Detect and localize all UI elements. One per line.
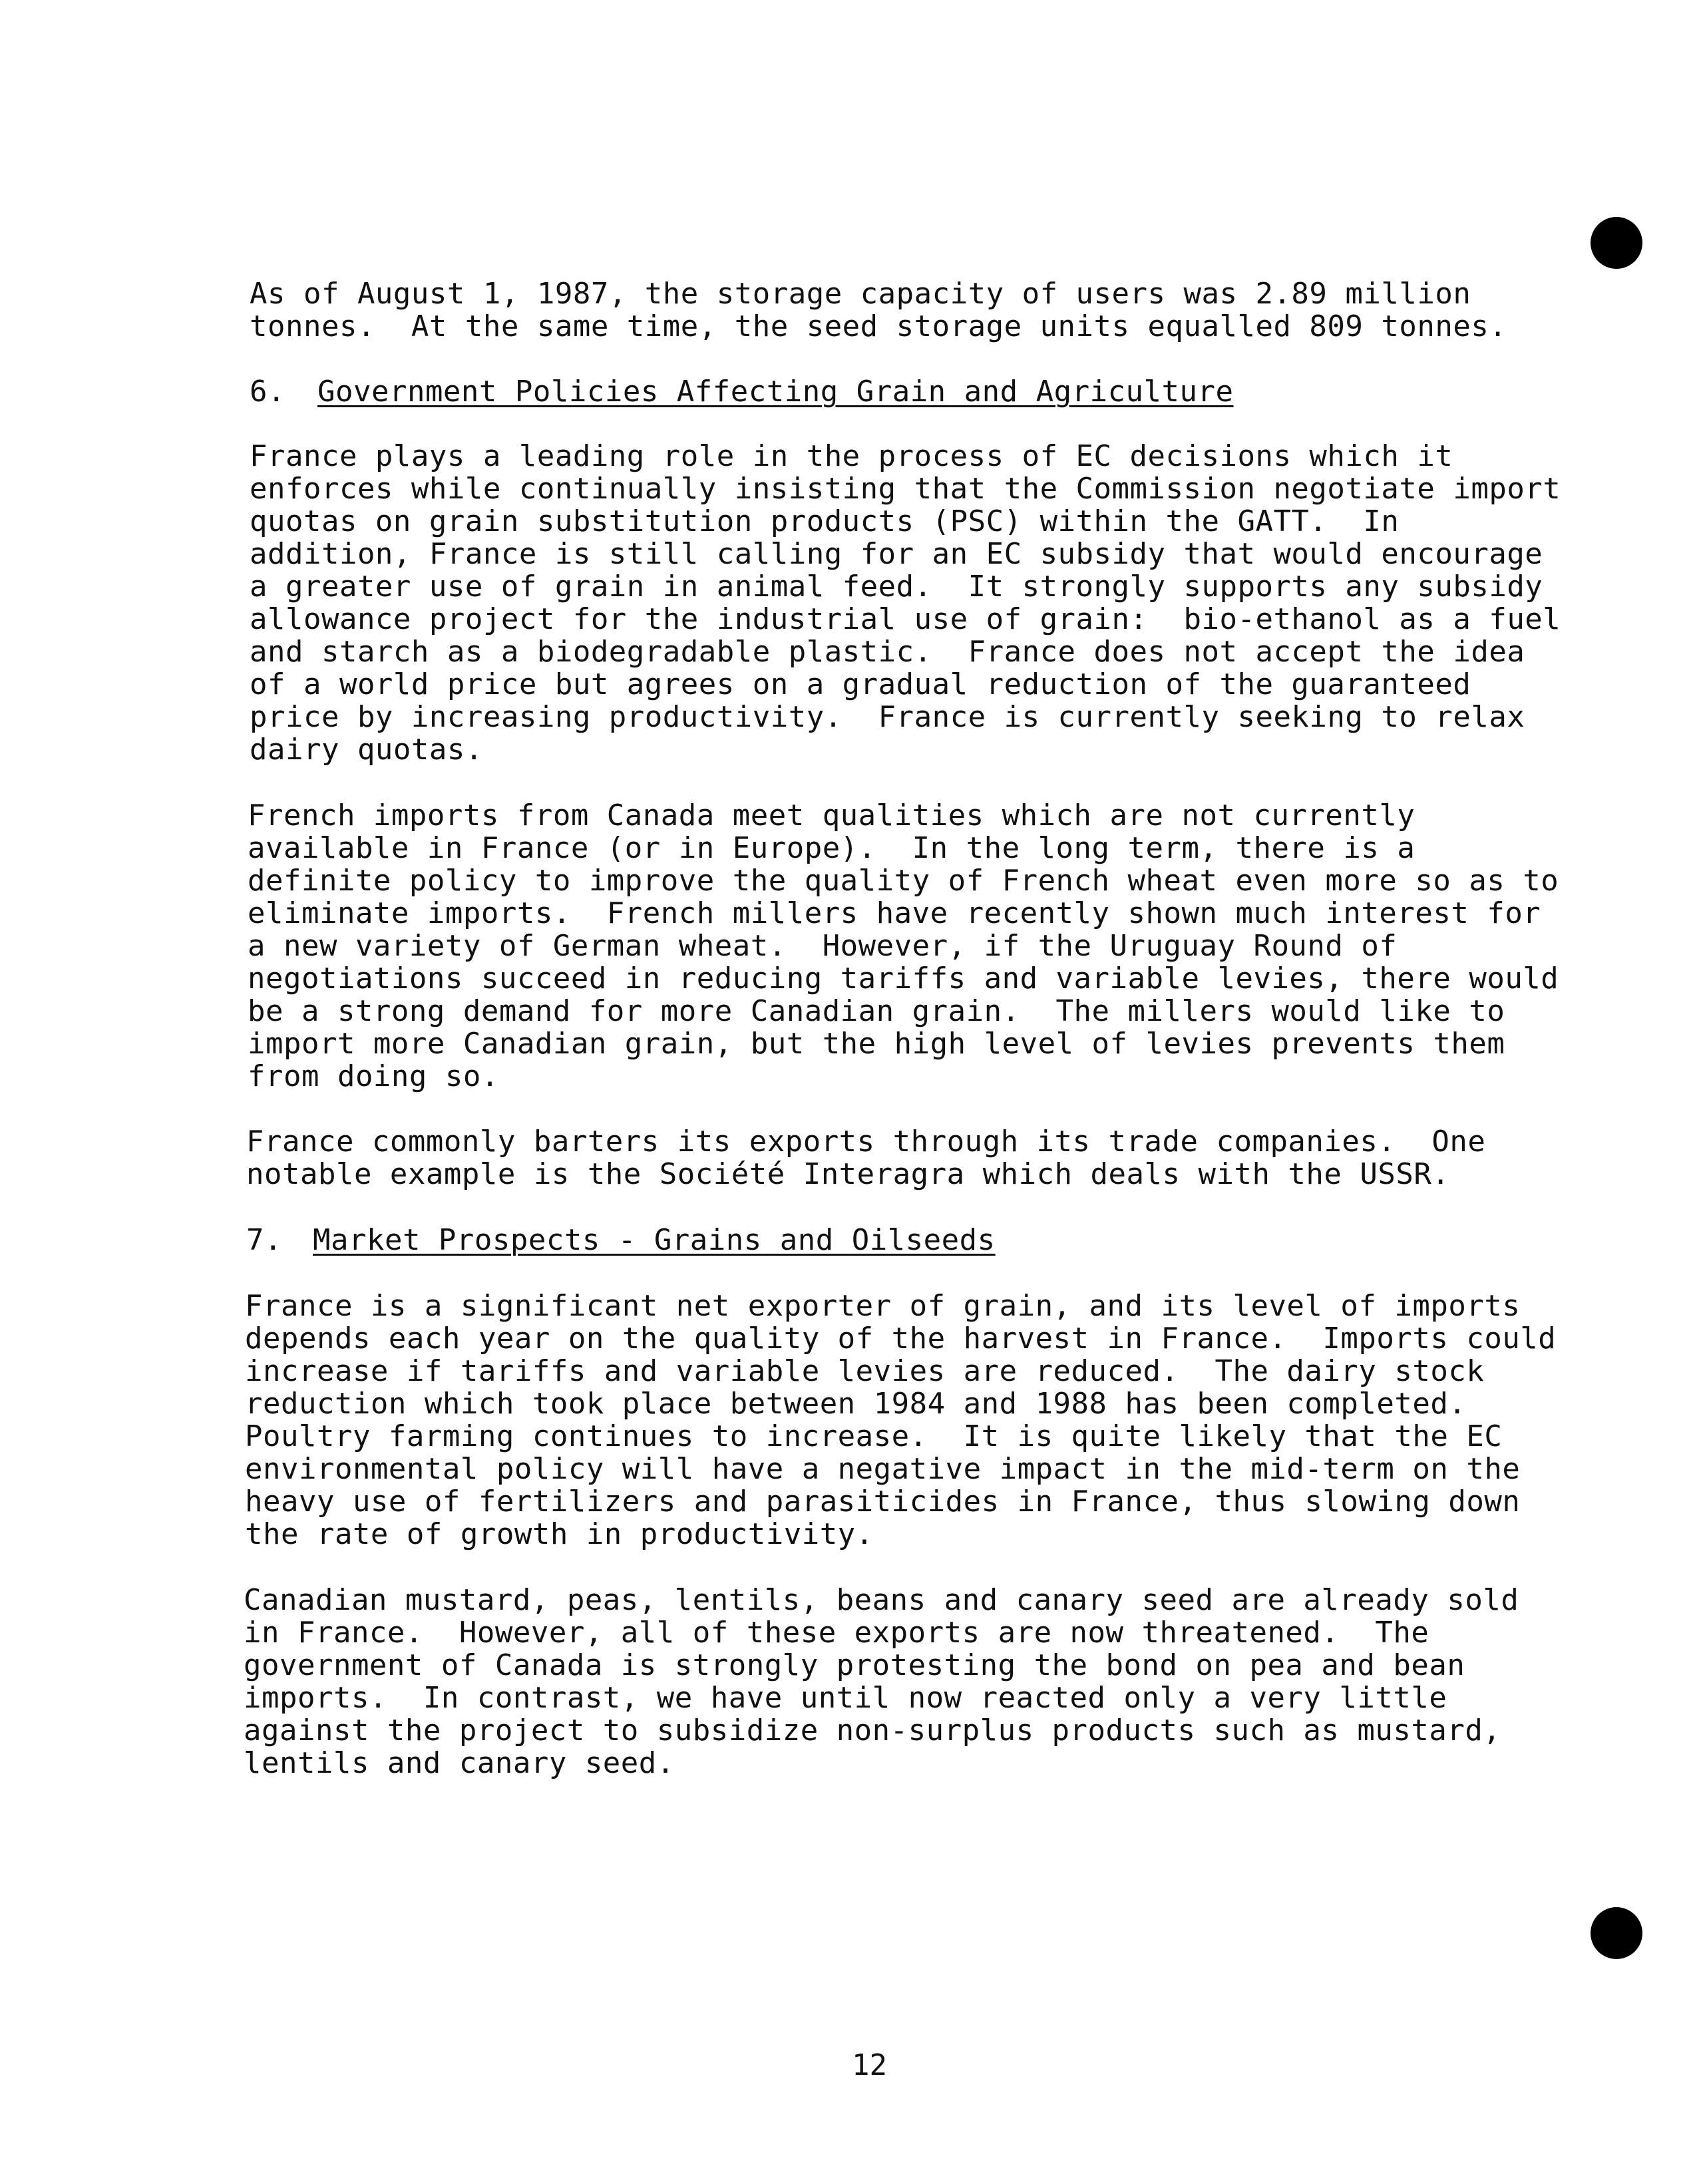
- section-title: Market Prospects - Grains and Oilseeds: [313, 1223, 996, 1257]
- text-line: increase if tariffs and variable levies are reduced. The dairy stock: [245, 1354, 1485, 1388]
- text-line: enforces while continually insisting that the Commission negotiate import: [250, 472, 1561, 506]
- text-line: a new variety of German wheat. However, if the Uruguay Round of: [248, 929, 1398, 963]
- text-line: definite policy to improve the quality of French wheat even more so as to: [248, 864, 1559, 898]
- text-line: import more Canadian grain, but the high level of levies prevents them: [248, 1027, 1505, 1061]
- text-line: and starch as a biodegradable plastic. France does not accept the idea: [250, 635, 1525, 669]
- text-line: price by increasing productivity. France is currently seeking to relax: [250, 700, 1525, 734]
- section-title: Government Policies Affecting Grain and Agriculture: [317, 375, 1234, 409]
- text-line: against the project to subsidize non-surplus products such as mustard,: [244, 1714, 1501, 1747]
- text-line: from doing so.: [248, 1059, 499, 1093]
- punch-hole-bottom: [1591, 1907, 1642, 1959]
- text-line: a greater use of grain in animal feed. It strongly supports any subsidy: [250, 570, 1543, 604]
- text-line: addition, France is still calling for an EC subsidy that would encourage: [250, 537, 1543, 571]
- text-line: in France. However, all of these exports are now threatened. The: [244, 1616, 1429, 1650]
- text-line: French imports from Canada meet qualities which are not currently: [248, 799, 1416, 832]
- text-line: negotiations succeed in reducing tariffs and variable levies, there would: [248, 962, 1559, 996]
- text-line: lentils and canary seed.: [244, 1746, 675, 1780]
- text-line: France is a significant net exporter of grain, and its level of imports: [245, 1289, 1521, 1323]
- text-line: quotas on grain substitution products (PSC) within the GATT. In: [250, 504, 1400, 538]
- text-line: As of August 1, 1987, the storage capacity of users was 2.89 million: [250, 277, 1471, 311]
- text-line: depends each year on the quality of the harvest in France. Imports could: [245, 1322, 1557, 1356]
- text-line: Canadian mustard, peas, lentils, beans and canary seed are already sold: [244, 1583, 1519, 1617]
- text-line: dairy quotas.: [250, 733, 483, 767]
- text-line: Poultry farming continues to increase. It is quite likely that the EC: [245, 1419, 1503, 1453]
- text-line: reduction which took place between 1984 and 1988 has been completed.: [245, 1387, 1467, 1421]
- section-number: 6.: [250, 375, 285, 409]
- text-line: of a world price but agrees on a gradual reduction of the guaranteed: [250, 667, 1471, 701]
- text-line: be a strong demand for more Canadian grain. The millers would like to: [248, 994, 1505, 1028]
- text-line: France plays a leading role in the process of EC decisions which it: [250, 439, 1453, 473]
- text-line: the rate of growth in productivity.: [245, 1517, 874, 1551]
- punch-hole-top: [1591, 217, 1642, 269]
- text-line: available in France (or in Europe). In the long term, there is a: [248, 831, 1416, 865]
- text-line: heavy use of fertilizers and parasiticides in France, thus slowing down: [245, 1485, 1521, 1519]
- text-line: environmental policy will have a negative impact in the mid-term on the: [245, 1452, 1521, 1486]
- text-line: allowance project for the industrial use of grain: bio-ethanol as a fuel: [250, 602, 1561, 636]
- text-line: imports. In contrast, we have until now reacted only a very little: [244, 1681, 1447, 1715]
- text-line: notable example is the Société Interagra which deals with the USSR.: [246, 1157, 1450, 1191]
- text-line: government of Canada is strongly protesting the bond on pea and bean: [244, 1648, 1465, 1682]
- text-line: tonnes. At the same time, the seed storage units equalled 809 tonnes.: [250, 309, 1507, 343]
- page-number: 12: [852, 2048, 887, 2082]
- text-line: eliminate imports. French millers have recently shown much interest for: [248, 896, 1541, 930]
- text-line: France commonly barters its exports through its trade companies. One: [246, 1125, 1486, 1159]
- section-number: 7.: [246, 1223, 282, 1257]
